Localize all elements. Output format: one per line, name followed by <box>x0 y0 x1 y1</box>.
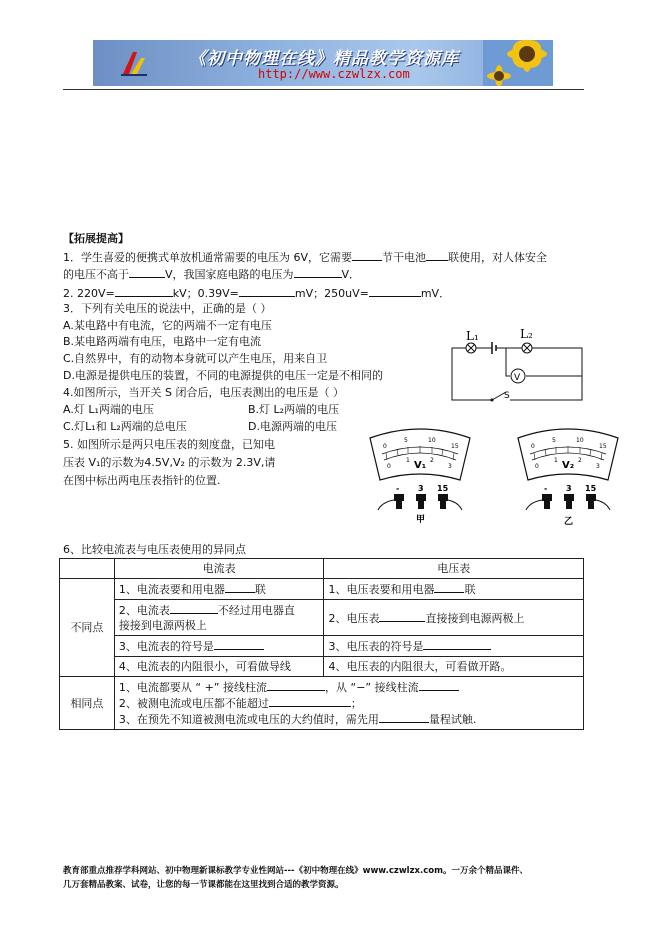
v2-terminal-3: 3 <box>566 484 572 493</box>
similarity-line-2 <box>119 695 579 711</box>
voltmeter-v1 <box>366 424 474 534</box>
header-divider <box>63 89 584 90</box>
table-cell <box>114 636 324 657</box>
v2-terminals <box>526 494 610 510</box>
question-4: 4.如图所示，当开关 S 闭合后，电压表测出的电压是（ ） <box>63 386 344 399</box>
cell-text: 量程试触. <box>428 713 477 726</box>
v1-scale-top-5: 5 <box>404 437 408 444</box>
question-6: 6、比较电流表与电压表使用的异同点 <box>63 543 246 556</box>
cell-text: 2、被测电流或电压都不能超过 <box>118 697 269 710</box>
table-label-differences: 不同点 <box>60 579 115 677</box>
q1-blank-safe-voltage[interactable] <box>129 266 165 278</box>
page-footer <box>63 864 528 892</box>
table-cell-similarities <box>114 677 583 730</box>
table-cell <box>324 600 584 636</box>
table-row <box>60 657 584 677</box>
table-header-ammeter: 电流表 <box>114 559 324 579</box>
v1-scale-top-15: 15 <box>451 443 459 450</box>
table-header-empty <box>60 559 115 579</box>
table-label-similarities: 相同点 <box>60 677 115 730</box>
cell-text: 2、电压表 <box>328 611 380 625</box>
section-title: 【拓展提高】 <box>63 232 129 245</box>
v1-scale-bottom-1: 1 <box>406 457 410 464</box>
question-5-line-3: 在图中标出两电压表指针的位置. <box>63 474 221 487</box>
voltmeter-v2 <box>514 424 622 534</box>
cell-text: 联 <box>254 583 266 596</box>
comparison-table <box>59 558 584 730</box>
site-logo-icon <box>119 48 149 78</box>
v1-scale-bottom-2: 2 <box>430 457 434 464</box>
q2-blank-2[interactable] <box>239 285 295 297</box>
footer-line-2: 几万套精品教案、试卷，让您的每一节课都能在这里找到合适的教学资源。 <box>63 880 344 890</box>
v2-caption: 乙 <box>564 517 574 527</box>
table-blank[interactable] <box>269 695 351 707</box>
cell-text: 直接接到电源两极上 <box>425 611 525 625</box>
sunflower-icon <box>483 40 553 86</box>
q1-text-c: 联使用，对人体安全 <box>448 251 548 264</box>
cell-text: 不经过用电器直 <box>217 604 295 617</box>
table-cell: 4、电压表的内阻很大，可看做开路。 <box>324 657 584 677</box>
table-row <box>60 600 584 636</box>
v1-terminal-3: 3 <box>418 484 424 493</box>
q2-blank-3[interactable] <box>369 285 421 297</box>
question-4-option-c: C.灯L₁和 L₂两端的总电压 <box>63 420 187 433</box>
question-1-line-2 <box>63 266 360 282</box>
question-3-option-a: A.某电路中有电流，它的两端不一定有电压 <box>63 319 272 332</box>
circuit-label-l1: L₁ <box>466 329 479 343</box>
table-row <box>60 677 584 730</box>
question-1-line-1 <box>63 249 547 265</box>
v2-scale-top-0: 0 <box>531 443 535 450</box>
v2-scale-bottom-0: 0 <box>535 463 539 470</box>
question-3-option-d: D.电源是提供电压的装置，不同的电源提供的电压一定是不相同的 <box>63 369 383 382</box>
similarity-line-3 <box>119 711 579 727</box>
v2-scale-bottom-1: 1 <box>554 457 558 464</box>
question-4-option-a: A.灯 L₁两端的电压 <box>63 403 154 416</box>
table-blank[interactable] <box>379 711 429 723</box>
v2-scale-bottom-3: 3 <box>596 463 600 470</box>
q2-text-b: kV；0.39V= <box>172 287 239 300</box>
v1-scale-top-0: 0 <box>383 443 387 450</box>
q1-text-e: V，我国家庭电路的电压为 <box>165 268 294 281</box>
q2-blank-1[interactable] <box>115 285 173 297</box>
question-5-line-1: 5. 如图所示是两只电压表的刻度盘，已知电 <box>63 438 275 451</box>
cell-text: 3、电流表的符号是 <box>118 640 214 653</box>
banner-url[interactable]: http://www.czwlzx.com <box>258 67 410 81</box>
q1-text-f: V． <box>341 268 361 281</box>
q2-text-c: mV；250uV= <box>294 287 369 300</box>
v2-scale-top-10: 10 <box>576 437 584 444</box>
v1-terminal-minus: - <box>396 484 400 493</box>
question-3: 3．下列有关电压的说法中，正确的是（ ） <box>63 302 272 315</box>
v1-scale-bottom-0: 0 <box>387 463 391 470</box>
table-cell: 4、电流表的内阻很小，可看做导线 <box>114 657 324 677</box>
question-4-option-b: B.灯 L₂两端的电压 <box>248 403 340 416</box>
cell-text: 1、电压表要和用电器 <box>328 583 435 596</box>
table-cell <box>114 600 324 636</box>
v1-label: V₁ <box>414 460 427 471</box>
q1-blank-home-voltage[interactable] <box>294 266 342 278</box>
table-blank[interactable] <box>214 638 264 650</box>
cell-text: 接接到电源两极上 <box>118 619 207 632</box>
question-4-option-d: D.电源两端的电压 <box>248 420 337 433</box>
table-blank[interactable] <box>419 679 459 691</box>
q2-text-d: mV． <box>420 287 451 300</box>
v1-scale-bottom-3: 3 <box>448 463 452 470</box>
v2-scale-top-15: 15 <box>599 443 607 450</box>
table-row <box>60 636 584 657</box>
table-row <box>60 579 584 600</box>
table-cell <box>324 579 584 600</box>
cell-text: 2、电流表 <box>118 604 170 617</box>
v2-label: V₂ <box>562 460 575 471</box>
circuit-label-v: V <box>514 373 521 383</box>
q2-text-a: 2. 220V= <box>63 287 115 300</box>
v1-terminal-15: 15 <box>437 484 449 493</box>
q1-text-a: 1．学生喜爱的便携式单放机通常需要的电压为 6V，它需要 <box>63 251 353 264</box>
table-blank[interactable] <box>170 602 218 614</box>
table-cell <box>114 579 324 600</box>
v1-terminals <box>378 494 462 510</box>
header-banner <box>93 40 553 86</box>
table-header-voltmeter: 电压表 <box>324 559 584 579</box>
table-blank[interactable] <box>225 581 255 593</box>
v2-terminal-minus: - <box>544 484 548 493</box>
question-3-option-b: B.某电路两端有电压，电路中一定有电流 <box>63 335 262 348</box>
q1-blank-connection[interactable] <box>426 249 448 261</box>
cell-text: ，从 “−” 接线柱流 <box>325 681 419 694</box>
cell-text: ； <box>350 697 362 710</box>
cell-text: 1、电流都要从 “ +” 接线柱流 <box>118 681 267 694</box>
similarity-line-1 <box>119 679 579 695</box>
circuit-label-l2: L₂ <box>520 327 533 341</box>
question-5-line-2: 压表 V₁的示数为4.5V,V₂ 的示数为 2.3V,请 <box>63 456 276 469</box>
circuit-label-s: S <box>504 391 510 401</box>
table-blank[interactable] <box>379 610 425 622</box>
banner-title: 《初中物理在线》精品教学资源库 <box>189 49 459 69</box>
v2-terminal-15: 15 <box>585 484 597 493</box>
cell-text: 3、在预先不知道被测电流或电压的大约值时，需先用 <box>118 713 379 726</box>
q1-text-d: 的电压不高于 <box>63 268 129 281</box>
footer-line-1: 教育部重点推荐学科网站、初中物理新课标教学专业性网站---《初中物理在线》www.czwlzx.com。一万余个精品课件、 <box>63 866 528 876</box>
cell-text: 1、电流表要和用电器 <box>118 583 225 596</box>
cell-text: 联 <box>464 583 476 596</box>
q1-blank-cells[interactable] <box>352 249 382 261</box>
table-header-row <box>60 559 584 579</box>
table-blank[interactable] <box>434 581 464 593</box>
cell-text: 3、电压表的符号是 <box>328 640 424 653</box>
q1-text-b: 节干电池 <box>382 251 427 264</box>
v2-scale-bottom-2: 2 <box>578 457 582 464</box>
v1-scale-top-10: 10 <box>428 437 436 444</box>
table-blank[interactable] <box>423 638 491 650</box>
table-blank[interactable] <box>267 679 325 691</box>
circuit-diagram <box>448 326 588 406</box>
v1-caption: 甲 <box>416 515 426 525</box>
question-3-option-c: C.自然界中，有的动物本身就可以产生电压，用来自卫 <box>63 352 328 365</box>
v2-scale-top-5: 5 <box>552 437 556 444</box>
question-2 <box>63 285 450 301</box>
table-cell <box>324 636 584 657</box>
